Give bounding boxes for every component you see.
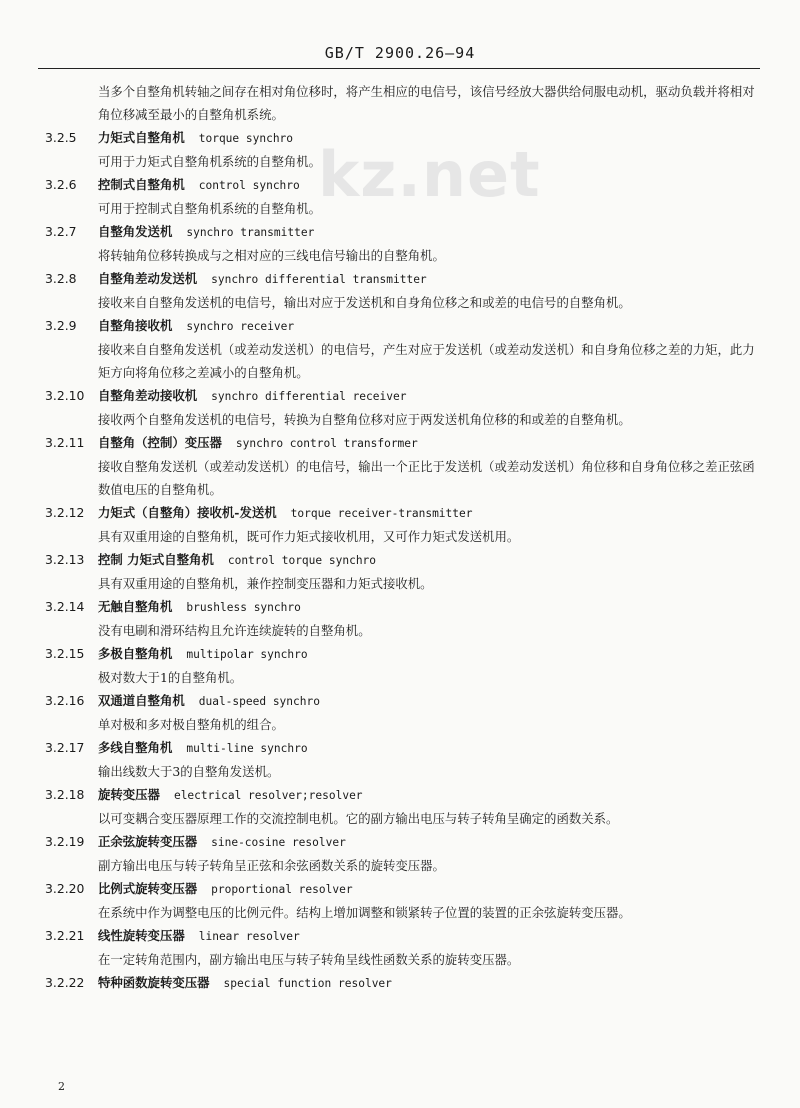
term-heading xyxy=(38,736,763,760)
term-heading xyxy=(38,384,763,408)
term-heading xyxy=(38,501,763,525)
term-definition: 接收来自自整角发送机（或差动发送机）的电信号，产生对应于发送机（或差动发送机）和自身角位移之差的力矩，此力矩方向将角位移之差减小的自整角机。 xyxy=(98,342,755,380)
term-definition: 在系统中作为调整电压的比例元件。结构上增加调整和锁紧转子位置的装置的正余弦旋转变压器。 xyxy=(98,905,631,920)
term-english: dual-speed synchro xyxy=(198,695,320,708)
term-number: 3.2.15 xyxy=(45,646,85,661)
term-chinese: 控制 力矩式自整角机 xyxy=(98,552,214,567)
page-number: 2 xyxy=(58,1080,65,1093)
term-heading xyxy=(38,267,763,291)
header-rule xyxy=(38,68,760,69)
term-heading xyxy=(38,173,763,197)
term-number: 3.2.18 xyxy=(45,787,85,802)
term-entry xyxy=(38,431,763,501)
term-english: synchro control transformer xyxy=(235,437,418,450)
term-heading xyxy=(38,126,763,150)
term-chinese: 自整角差动发送机 xyxy=(98,271,198,286)
term-entry xyxy=(38,877,763,924)
term-definition: 输出线数大于3的自整角发送机。 xyxy=(98,764,280,779)
document-header: GB/T 2900.26—94 xyxy=(324,44,476,62)
document-body xyxy=(38,80,763,995)
term-english: control torque synchro xyxy=(227,554,377,567)
term-english: proportional resolver xyxy=(211,883,353,896)
term-definition: 接收来自自整角发送机的电信号，输出对应于发送机和自身角位移之和或差的电信号的自整角机。 xyxy=(98,295,631,310)
term-number: 3.2.11 xyxy=(45,435,85,450)
term-chinese: 无触自整角机 xyxy=(98,599,173,614)
term-chinese: 自整角（控制）变压器 xyxy=(98,435,222,450)
term-number: 3.2.22 xyxy=(45,975,85,990)
term-number: 3.2.9 xyxy=(45,318,77,333)
term-entry xyxy=(38,220,763,267)
term-entry xyxy=(38,642,763,689)
term-number: 3.2.5 xyxy=(45,130,77,145)
term-entry xyxy=(38,689,763,736)
term-chinese: 控制式自整角机 xyxy=(98,177,185,192)
term-heading xyxy=(38,314,763,338)
term-definition: 将转轴角位移转换成与之相对应的三线电信号输出的自整角机。 xyxy=(98,248,445,263)
term-heading xyxy=(38,783,763,807)
term-entry xyxy=(38,501,763,548)
term-heading xyxy=(38,220,763,244)
term-english: electrical resolver;resolver xyxy=(173,789,363,802)
term-heading xyxy=(38,689,763,713)
term-english: linear resolver xyxy=(198,930,300,943)
term-entry xyxy=(38,736,763,783)
term-english: torque synchro xyxy=(198,132,294,145)
term-number: 3.2.8 xyxy=(45,271,77,286)
term-definition: 单对极和多对极自整角机的组合。 xyxy=(98,717,284,732)
term-entry xyxy=(38,384,763,431)
term-heading xyxy=(38,431,763,455)
term-chinese: 自整角发送机 xyxy=(98,224,173,239)
term-chinese: 旋转变压器 xyxy=(98,787,160,802)
term-chinese: 自整角差动接收机 xyxy=(98,388,198,403)
term-heading xyxy=(38,924,763,948)
term-english: synchro differential transmitter xyxy=(211,273,427,286)
term-definition: 具有双重用途的自整角机，兼作控制变压器和力矩式接收机。 xyxy=(98,576,433,591)
term-entry xyxy=(38,595,763,642)
term-number: 3.2.19 xyxy=(45,834,85,849)
term-definition: 副方输出电压与转子转角呈正弦和余弦函数关系的旋转变压器。 xyxy=(98,858,445,873)
term-entry xyxy=(38,783,763,830)
term-definition: 没有电刷和滑环结构且允许连续旋转的自整角机。 xyxy=(98,623,371,638)
term-entries xyxy=(38,126,763,995)
term-chinese: 正余弦旋转变压器 xyxy=(98,834,198,849)
term-entry xyxy=(38,548,763,595)
term-english: torque receiver-transmitter xyxy=(290,507,473,520)
term-chinese: 自整角接收机 xyxy=(98,318,173,333)
term-number: 3.2.10 xyxy=(45,388,85,403)
term-definition: 具有双重用途的自整角机，既可作力矩式接收机用，又可作力矩式发送机用。 xyxy=(98,529,520,544)
term-entry xyxy=(38,971,763,995)
term-chinese: 双通道自整角机 xyxy=(98,693,185,708)
term-chinese: 线性旋转变压器 xyxy=(98,928,185,943)
term-heading xyxy=(38,642,763,666)
term-english: control synchro xyxy=(198,179,300,192)
watermark: kz.net xyxy=(318,138,541,211)
term-definition: 接收自整角发送机（或差动发送机）的电信号，输出一个正比于发送机（或差动发送机）角位移和自身角位移之差正弦函数值电压的自整角机。 xyxy=(98,459,755,497)
term-number: 3.2.16 xyxy=(45,693,85,708)
term-entry xyxy=(38,314,763,384)
term-definition: 接收两个自整角发送机的电信号，转换为自整角位移对应于两发送机角位移的和或差的自整角机。 xyxy=(98,412,631,427)
term-entry xyxy=(38,924,763,971)
term-number: 3.2.13 xyxy=(45,552,85,567)
term-chinese: 力矩式（自整角）接收机-发送机 xyxy=(98,505,277,520)
term-english: brushless synchro xyxy=(186,601,301,614)
term-entry xyxy=(38,267,763,314)
term-chinese: 多线自整角机 xyxy=(98,740,173,755)
term-definition: 以可变耦合变压器原理工作的交流控制电机。它的副方输出电压与转子转角呈确定的函数关系。 xyxy=(98,811,619,826)
intro-paragraph: 当多个自整角机转轴之间存在相对角位移时，将产生相应的电信号，该信号经放大器供给伺服电动机，驱动负载并将相对角位移减至最小的自整角机系统。 xyxy=(98,84,755,122)
term-number: 3.2.21 xyxy=(45,928,85,943)
term-definition: 可用于力矩式自整角机系统的自整角机。 xyxy=(98,154,322,169)
term-chinese: 多极自整角机 xyxy=(98,646,173,661)
term-entry xyxy=(38,830,763,877)
term-number: 3.2.14 xyxy=(45,599,85,614)
term-number: 3.2.6 xyxy=(45,177,77,192)
term-heading xyxy=(38,548,763,572)
term-english: synchro transmitter xyxy=(186,226,315,239)
term-english: synchro receiver xyxy=(186,320,295,333)
term-heading xyxy=(38,595,763,619)
term-entry xyxy=(38,173,763,220)
term-chinese: 力矩式自整角机 xyxy=(98,130,185,145)
term-number: 3.2.17 xyxy=(45,740,85,755)
term-heading xyxy=(38,830,763,854)
term-definition: 可用于控制式自整角机系统的自整角机。 xyxy=(98,201,322,216)
term-definition: 在一定转角范围内，副方输出电压与转子转角呈线性函数关系的旋转变压器。 xyxy=(98,952,520,967)
term-number: 3.2.12 xyxy=(45,505,85,520)
term-english: multi-line synchro xyxy=(186,742,308,755)
term-english: special function resolver xyxy=(223,977,392,990)
term-english: sine-cosine resolver xyxy=(211,836,346,849)
term-definition: 极对数大于1的自整角机。 xyxy=(98,670,243,685)
term-heading xyxy=(38,877,763,901)
term-number: 3.2.20 xyxy=(45,881,85,896)
term-heading xyxy=(38,971,763,995)
term-number: 3.2.7 xyxy=(45,224,77,239)
term-entry xyxy=(38,126,763,173)
term-chinese: 特种函数旋转变压器 xyxy=(98,975,210,990)
term-chinese: 比例式旋转变压器 xyxy=(98,881,198,896)
term-english: synchro differential receiver xyxy=(211,390,407,403)
term-english: multipolar synchro xyxy=(186,648,308,661)
